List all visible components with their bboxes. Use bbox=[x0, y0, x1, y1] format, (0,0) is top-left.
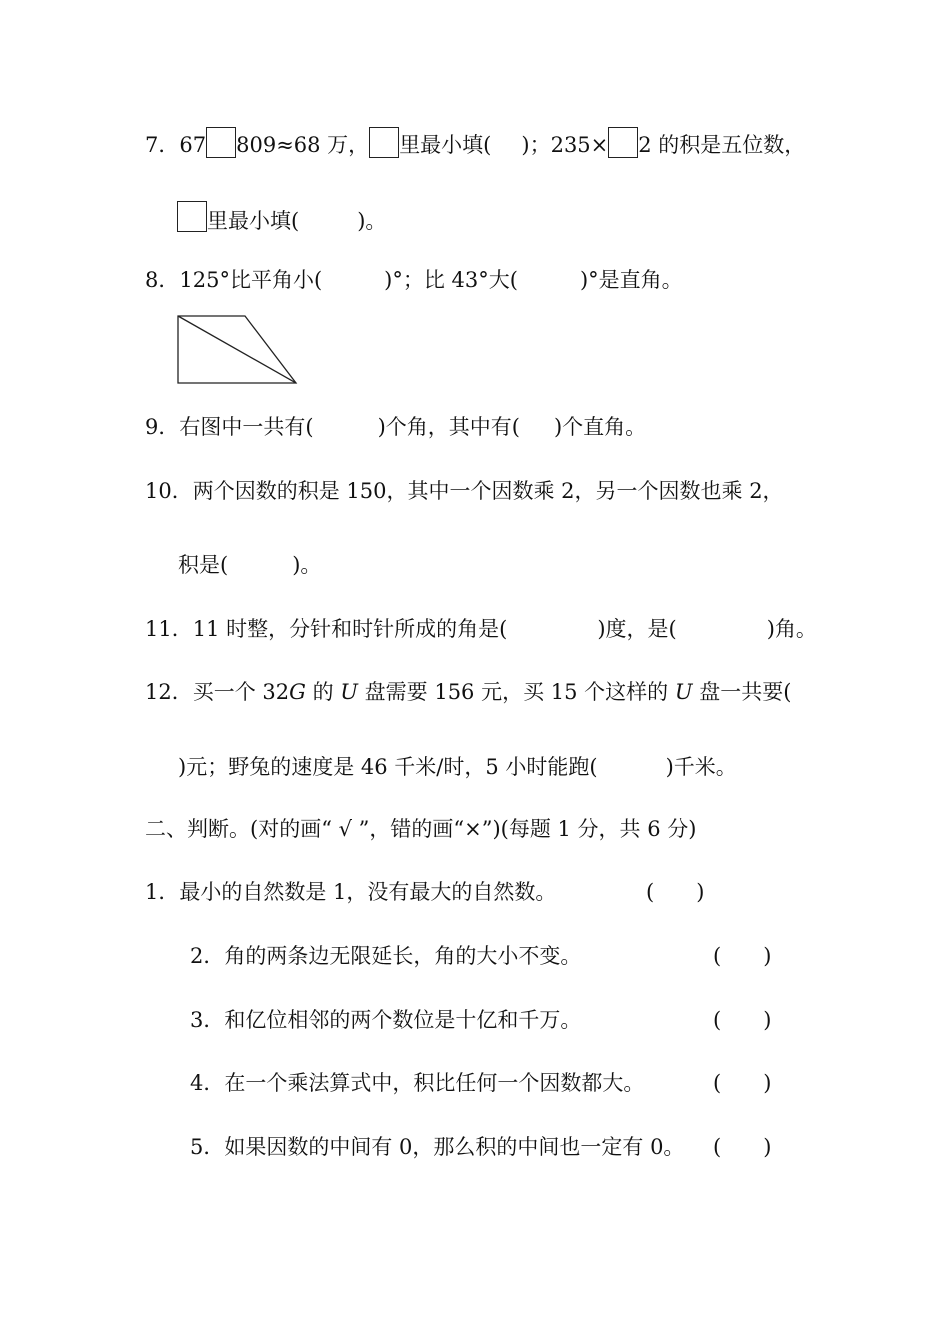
judge-answer-paren[interactable]: ( ) bbox=[646, 880, 705, 904]
q8-text-a: 125°比平角小( bbox=[179, 268, 323, 292]
q12-line2-text-b: )千米。 bbox=[665, 755, 737, 779]
q7-text-c: 里最小填( bbox=[399, 133, 492, 157]
q9-number: 9． bbox=[145, 415, 180, 439]
judge-item-text: 1．最小的自然数是 1，没有最大的自然数。 bbox=[145, 880, 557, 904]
q11-number: 11． bbox=[145, 617, 193, 641]
section2-heading: 二、判断。(对的画“ √ ”，错的画“×”)(每题 1 分，共 6 分) bbox=[145, 817, 697, 841]
q8-text-b: )°；比 43°大( bbox=[384, 268, 518, 292]
judge-answer-paren[interactable]: ( ) bbox=[713, 1135, 772, 1159]
q7-line2 bbox=[177, 201, 386, 235]
q8-line bbox=[145, 266, 683, 294]
q10-line1 bbox=[145, 477, 784, 505]
q8-number: 8． bbox=[145, 268, 180, 292]
judge-answer-paren[interactable]: ( ) bbox=[713, 1008, 772, 1032]
judge-item-text: 2．角的两条边无限延长，角的大小不变。 bbox=[190, 944, 582, 968]
judge-item-text: 5．如果因数的中间有 0，那么积的中间也一定有 0。 bbox=[190, 1135, 685, 1159]
judge-item bbox=[190, 1069, 644, 1097]
judge-item bbox=[190, 1006, 581, 1034]
q7-number: 7． bbox=[145, 133, 180, 157]
q7-text-d: )；235× bbox=[521, 133, 609, 157]
q7-line1 bbox=[145, 127, 805, 159]
trapezoid-diagonal bbox=[178, 316, 296, 383]
q7-blank-box-2[interactable] bbox=[369, 127, 399, 158]
judge-item bbox=[190, 1133, 684, 1161]
trapezoid-figure bbox=[177, 315, 299, 387]
q12-line1 bbox=[145, 678, 791, 706]
q7-text-a: 67 bbox=[179, 133, 207, 157]
q7-line2-text: 里最小填( bbox=[207, 209, 300, 233]
q7-blank-box-1[interactable] bbox=[206, 127, 236, 158]
q9-text-a: 右图中一共有( bbox=[179, 415, 314, 439]
q9-line bbox=[145, 413, 646, 441]
q7-line2-end: )。 bbox=[357, 209, 387, 233]
q10-line2-text: 积是( bbox=[178, 553, 229, 577]
q10-line2 bbox=[178, 551, 321, 579]
q9-text-b: )个角，其中有( bbox=[377, 415, 520, 439]
q12-italic-g: G bbox=[289, 680, 306, 704]
q12-number: 12． bbox=[145, 680, 193, 704]
q12-line2-text-a: )元；野兔的速度是 46 千米/时，5 小时能跑( bbox=[178, 755, 598, 779]
judge-item bbox=[190, 942, 581, 970]
q10-text-a: 两个因数的积是 150，其中一个因数乘 2，另一个因数也乘 2， bbox=[192, 479, 784, 503]
q7-text-e: 2 的积是五位数， bbox=[638, 133, 806, 157]
q9-text-c: )个直角。 bbox=[553, 415, 647, 439]
judge-item-text: 3．和亿位相邻的两个数位是十亿和千万。 bbox=[190, 1008, 582, 1032]
q11-text-a: 11 时整，分针和时针所成的角是( bbox=[192, 617, 508, 641]
q12-text-d: 盘一共要( bbox=[692, 680, 792, 704]
q7-blank-box-4[interactable] bbox=[177, 201, 207, 232]
q12-italic-u: U bbox=[340, 680, 358, 704]
q10-line2-end: )。 bbox=[292, 553, 322, 577]
judge-item bbox=[145, 878, 556, 906]
q12-italic-u2: U bbox=[674, 680, 693, 704]
q11-text-c: )角。 bbox=[766, 617, 817, 641]
q12-text-b: 的 bbox=[305, 680, 341, 704]
q12-text-a: 买一个 32 bbox=[192, 680, 290, 704]
judge-item-text: 4．在一个乘法算式中，积比任何一个因数都大。 bbox=[190, 1071, 645, 1095]
q7-text-b: 809≈68 万， bbox=[236, 133, 370, 157]
q8-text-c: )°是直角。 bbox=[579, 268, 683, 292]
q11-text-b: )度，是( bbox=[597, 617, 677, 641]
judge-answer-paren[interactable]: ( ) bbox=[713, 944, 772, 968]
q7-blank-box-3[interactable] bbox=[608, 127, 638, 158]
q12-text-c: 盘需要 156 元，买 15 个这样的 bbox=[357, 680, 675, 704]
q12-line2 bbox=[178, 753, 737, 781]
q11-line bbox=[145, 615, 817, 643]
judge-answer-paren[interactable]: ( ) bbox=[713, 1071, 772, 1095]
q10-number: 10． bbox=[145, 479, 193, 503]
